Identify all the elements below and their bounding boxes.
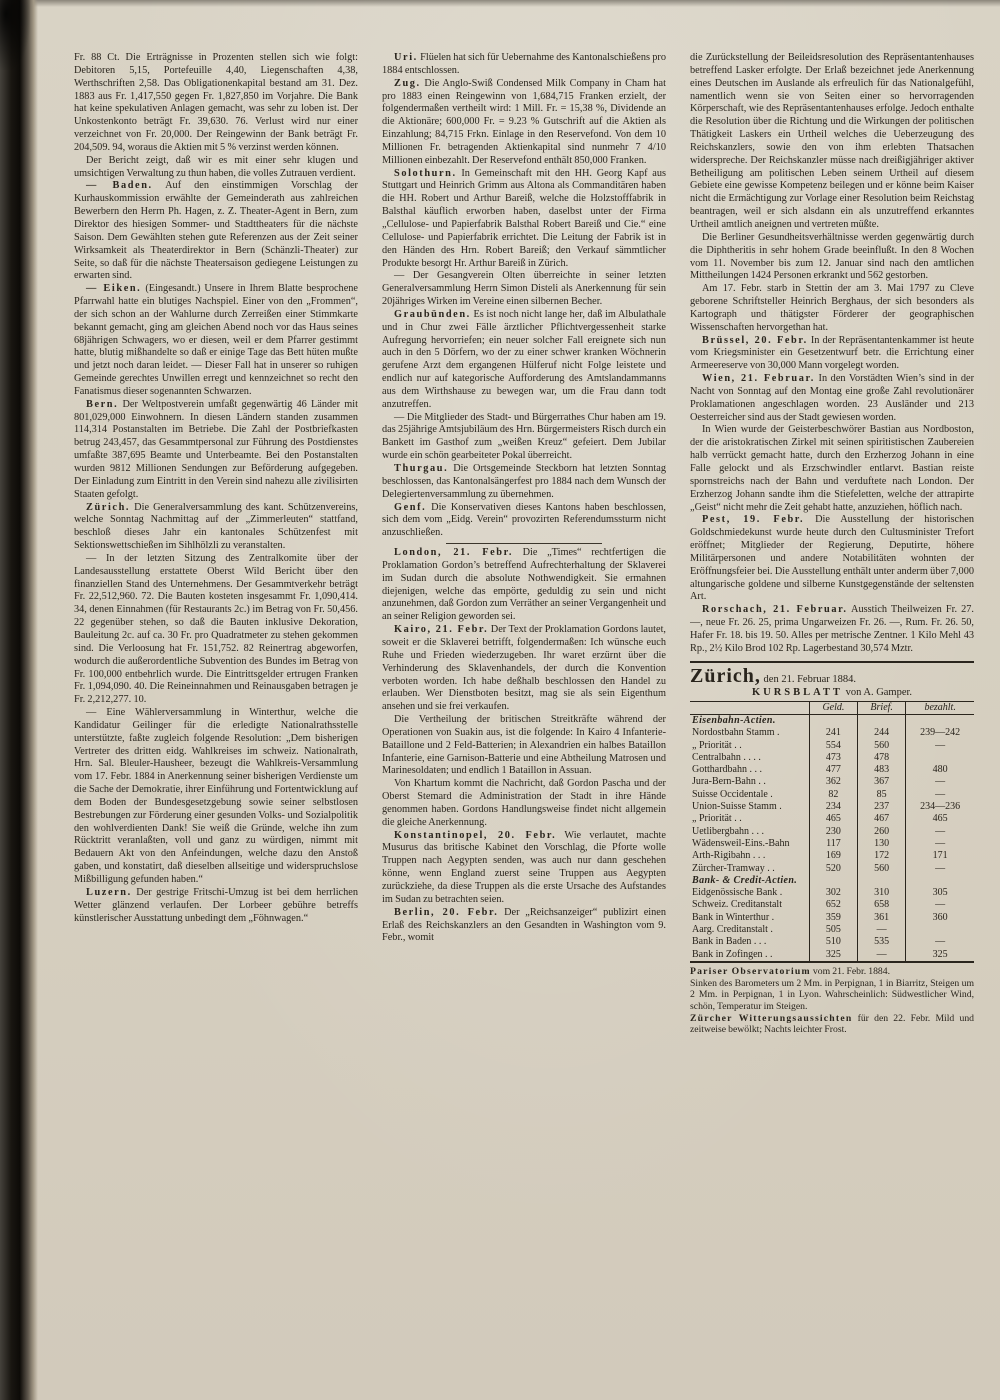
geld-value: 234 xyxy=(809,801,857,813)
geld-value: 505 xyxy=(809,924,857,936)
kursblatt-section xyxy=(690,661,974,1036)
kursblatt-title-line xyxy=(690,687,974,698)
kursblatt-row xyxy=(690,764,974,776)
kursblatt-row xyxy=(690,924,974,936)
kursblatt-table-body xyxy=(690,714,974,961)
article-paragraph: — Der Gesangverein Olten überreichte in seiner letzten Generalversammlung Herrn Simon Disteli als Anerkennung für sein 20jähriges Wirken im Vereine einen silbernen Becher. xyxy=(382,270,666,308)
geld-value: 520 xyxy=(809,863,857,875)
kursblatt-title: KURSBLATT xyxy=(751,686,843,698)
geld-value: 117 xyxy=(809,838,857,850)
witterung-body: Mild und zeitweise bewölkt; Nachts leichter Frost. xyxy=(690,1012,974,1036)
geld-value: 477 xyxy=(809,764,857,776)
security-name: Wädensweil-Eins.-Bahn xyxy=(692,837,790,849)
article-paragraph: Zürich. Die Generalversammlung des kant. Schützenvereins, welche Sonntag Nachmittag auf der „Zimmerleuten“ stattfand, beschloß dieses Jahr ein kantonales Schützenfest mit Sektionswettschießen im Sihlhölzli zu veranstalten. xyxy=(74,501,358,552)
security-name: Schweiz. Creditanstalt xyxy=(692,899,782,911)
article-lead: Brüssel, 20. Febr. xyxy=(702,334,808,346)
brief-value: 483 xyxy=(858,764,906,776)
geld-value: 82 xyxy=(809,789,857,801)
observatorium-body: Sinken des Barometers um 2 Mm. in Perpignan, 1 in Biarritz, Steigen um 2 Mm. in Perpignan, 1 in Lyon. Wahrscheinlich: Südwestlicher Wind, schön, Temperatur im Steigen. xyxy=(690,977,974,1012)
kursblatt-row xyxy=(690,899,974,911)
bezahlt-value: — xyxy=(906,826,974,838)
brief-value: 658 xyxy=(858,899,906,911)
security-name: Bank in Winterthur . xyxy=(692,911,775,923)
article-paragraph: Am 17. Febr. starb in Stettin der am 3. Mai 1797 zu Cleve geborene Schriftsteller Heinrich Berghaus, der sich besonders als Kartograph und thätigster Förderer der geographischen Wissenschaften hervorgethan hat. xyxy=(690,283,974,333)
col-header-brief: Brief. xyxy=(858,701,906,714)
kursblatt-section-row xyxy=(690,875,974,887)
brief-value: 535 xyxy=(858,936,906,948)
bezahlt-value: — xyxy=(906,899,974,911)
scan-left-edge xyxy=(0,0,38,1400)
security-name: Centralbahn . . . . xyxy=(692,751,761,763)
security-name: Suisse Occidentale . xyxy=(692,788,773,800)
security-name: Zürcher-Tramway . . xyxy=(692,862,775,874)
kursblatt-city: Zürich, xyxy=(690,664,761,687)
security-name: Bank in Zofingen . . xyxy=(692,948,773,960)
bezahlt-value: 465 xyxy=(906,813,974,825)
kursblatt-row xyxy=(690,838,974,850)
kursblatt-author: von A. Gamper. xyxy=(842,686,913,698)
kursblatt-row xyxy=(690,752,974,764)
newspaper-column-2 xyxy=(382,52,666,1370)
article-paragraph: Uri. Flüelen hat sich für Uebernahme des Kantonalschießens pro 1884 entschlossen. xyxy=(382,52,666,76)
article-paragraph: Die Vertheilung der britischen Streitkräfte während der Operationen von Suakin aus, ist die folgende: In Kairo 4 Infanterie-Bataillone und 2 Feld-Batterien; in Alexandrien ein halbes Bataillon Infanterie, eine Garnison-Batterie und eine Abtheilung Matrosen und Marinesoldaten; und endlich 1 Bataillon in Assuan. xyxy=(382,714,666,777)
kursblatt-row xyxy=(690,936,974,948)
geld-value: 325 xyxy=(809,949,857,962)
bezahlt-value: — xyxy=(906,863,974,875)
article-paragraph: Der Bericht zeigt, daß wir es mit einer sehr klugen und umsichtigen Verwaltung zu thun haben, die volles Zutrauen verdient. xyxy=(74,154,358,179)
article-paragraph: Pest, 19. Febr. Die Ausstellung der historischen Goldschmiedekunst wurde heute durch den Cultusminister Trefort eröffnet; Mitglieder der Regierung, Deputirte, höhere Militärpersonen und andere Notabilitäten wohnten der Eröffnungsfeier bei. Die Ausstellung enthält unter anderm über 7,000 altungarische goldene und silberne Kunstgegenstände der seltensten Art. xyxy=(690,514,974,603)
article-paragraph: — Eine Wählerversammlung in Winterthur, welche die Kandidatur Geilinger für die erledigte Nationalrathsstelle unterstützte, faßte zugleich folgende Resolution: „Dem bisherigen Vertreter des dritten eidg. Wahlkreises im schweiz. Nationalrath, Hrn. Sal. Bleuler-Hausheer, bezeugt die Wahlkreis-Versammlung vom 17. Febr. 1884 in Anerkennung seiner bisherigen Verdienste um die Sache der Demokratie, ihrer Einführung und Fortentwicklung auf dem Boden der Bundesgesetzgebung sowie seiner selbstlosen Bestrebungen zur Förderung einer gesunden Volks- und Sozialpolitik den wohlverdienten Dank! Sie weiß die Gründe, welche ihn zum Rücktritt veranlaßten, voll und ganz zu würdigen, nimmt mit Bedauern Akt von den Anfeindungen, welche dazu den Anstoß gaben, und konstatirt, daß dieselben allseitige und widerspruchslose Mißbilligung gefunden haben.“ xyxy=(74,707,358,885)
brief-value: 130 xyxy=(858,838,906,850)
col-header-name xyxy=(690,701,809,714)
column-3-articles xyxy=(690,52,974,656)
security-name: Nordostbahn Stamm . xyxy=(692,727,780,739)
article-lead: — Eiken. xyxy=(86,283,142,295)
bezahlt-value: — xyxy=(906,740,974,752)
article-paragraph: die Zurückstellung der Beileidsresolution des Repräsentantenhauses betreffend Lasker erfolgte. Der Erlaß bezeichnet jede Anerkennung eines Deutschen im Auslande als erfreulich für das Nationalgefühl, namentlich wenn sie von Seiten einer so hervorragenden Körperschaft, wie des Repräsentantenhauses erfolge. Jedoch enthalte die Resolution über die Richtung und die Wirkungen der politischen Thätigkeit Laskers ein Urtheil welches die Ueberzeugung des Reichskanzlers, sowie den von ihm erlebten Thatsachen widerspreche. Der Reichskanzler müsse nach dreißigjähriger aktiver Betheiligung am politischen Leben seinem Urtheil auf diesem Gebiete eine gewisse Kompetenz beilegen und er könne beim Kaiser nicht die Ermächtigung zur Vorlage einer Resolution beim Reichstag beantragen, weil er sich alsdann ein als unzutreffend erkanntes Urtheil amtlich aneignen und vertreten müßte. xyxy=(690,52,974,230)
article-lead: Bern. xyxy=(86,398,119,410)
article-paragraph: Kairo, 21. Febr. Der Text der Proklamation Gordons lautet, soweit er die Sklaverei betrifft, folgendermaßen: Ich wünsche euch Ruhe und Frieden wiederzugeben. Ihr waret erzürnt über die Verhinderung des Sklavenhandels, der durch die Konvention verboten worden. Ich habe deßhalb beschlossen den Handel zu erlauben. Wer Dienstboten besitzt, mag sie als sein Eigenthum ansehen und sie frei verkaufen. xyxy=(382,624,666,713)
kursblatt-row xyxy=(690,727,974,739)
kursblatt-empty-cell xyxy=(858,875,906,887)
geld-value: 241 xyxy=(809,727,857,739)
article-paragraph: Die Berliner Gesundheitsverhältnisse werden gegenwärtig durch die Diphtheritis in sehr hohem Grade beeinflußt. In den 8 Wochen vom 11. November bis zum 12. Januar sind nach den amtlichen Mittheilungen 1424 Personen erkrankt und 562 gestorben. xyxy=(690,231,974,282)
bezahlt-value: 305 xyxy=(906,887,974,899)
article-lead: London, 21. Febr. xyxy=(394,547,513,559)
article-paragraph: Wien, 21. Februar. In den Vorstädten Wien’s sind in der Nacht von Sonntag auf den Montag eine große Zahl revolutionärer Proklamationen angeschlagen worden. 23 Ausländer und 213 Oesterreicher sind aus der Stadt gewiesen worden. xyxy=(690,373,974,423)
article-lead: Graubünden. xyxy=(394,308,471,320)
article-paragraph: In Wien wurde der Geisterbeschwörer Bastian aus Nordboston, der die aristokratischen Zirkel mit seinen spiritistischen Zaubereien halb verrückt gemacht hatte, durch den Erzherzog Johann in eine Falle gelockt und als Erzschwindler entlarvt. Bastian reiste spornstreichs nach der Bahn und verduftete nach London. Der Erzherzog Johann sandte ihm die Stiefeletten, welche der attrapirte „Geist“ nicht mehr die Zeit gehabt hatte, anzuziehen, höflich nach. xyxy=(690,424,974,513)
geld-value: 230 xyxy=(809,826,857,838)
article-paragraph: Brüssel, 20. Febr. In der Repräsentantenkammer ist heute vom Kriegsminister ein Gesetzentwurf betr. die Errichtung einer Armeereserve von 30,000 Mann vorgelegt worden. xyxy=(690,334,974,372)
article-lead: Zug. xyxy=(394,77,421,89)
bezahlt-value: 360 xyxy=(906,912,974,924)
article-paragraph: Luzern. Der gestrige Fritschi-Umzug ist bei dem herrlichen Wetter glänzend verlaufen. Der Lorbeer gebühre betreffs künstlerischer Ausstattung unbedingt dem „Föhnwagen.“ xyxy=(74,886,358,924)
brief-value: 478 xyxy=(858,752,906,764)
witterung-note xyxy=(690,1013,974,1036)
security-name: Eidgenössische Bank . xyxy=(692,887,783,899)
article-lead: — Baden. xyxy=(86,180,153,192)
brief-value: 237 xyxy=(858,801,906,813)
col-header-geld: Geld. xyxy=(809,701,857,714)
brief-value: 361 xyxy=(858,912,906,924)
kursblatt-row xyxy=(690,850,974,862)
kursblatt-empty-cell xyxy=(809,875,857,887)
kursblatt-row xyxy=(690,776,974,788)
geld-value: 359 xyxy=(809,912,857,924)
article-paragraph: Zug. Die Anglo-Swiß Condensed Milk Company in Cham hat pro 1883 einen Reingewinn von 1,684,715 Franken erzielt, der folgendermaßen vertheilt wird: 1 Mill. Fr. = 15,38 %, Dividende an die Aktionäre; 600,000 Fr. = 9.23 % Gutschrift auf die Aktien als Einzahlung; 84,715 Frkn. Einlage in den Reservefond. Von dem 10 Millionen Fr. betragenden Aktienkapital sind nunmehr 7 4/10 Millionen einbezahlt. Der Reservefond enthält 850,000 Franken. xyxy=(382,77,666,166)
kursblatt-section-label: Bank- & Credit-Actien. xyxy=(692,874,798,886)
witterung-date: für den 22. Febr. xyxy=(852,1012,931,1024)
article-paragraph: — Baden. Auf den einstimmigen Vorschlag der Kurhauskommission erwählte der Gemeinderath aus zahlreichen Bewerbern den Herrn Ph. Hagen, z. Z. Theater-Agent in Bern, zum Direktor des hiesigen Sommer- und Stadttheaters für die nächste Saison. Dem Gewählten stehen gute Referenzen aus der Zeit seiner Wirksamkeit als Theaterdirektor in Bern (Schänzli-Theater) zur Seite, so daß für die nächste Theatersaison gediegene Leistungen zu erwarten sind. xyxy=(74,180,358,282)
article-paragraph: — Eiken. (Eingesandt.) Unsere in Ihrem Blatte besprochene Pfarrwahl hatte ein blutiges Nachspiel. Einer von den „Frommen“, der sich schon an der Wahlurne durch Zerreißen einer Stimmkarte bekannt gemacht, ging am gleichen Abend noch vor das Haus seines 68jährigen Schwagers, wo er diesen, weil er dem Pfarrer gestimmt hatte, blutig mißhandelte so daß er einige Tage das Bett hüten mußte und jetzt noch daran leidet. — Dieser Fall hat in unserer so ruhigen Gemeinde gerechtes Unwillen erregt und kennzeichnet so recht den Fanatismus dieser sogenannten Schwarzen. xyxy=(74,283,358,397)
bezahlt-value: 171 xyxy=(906,850,974,862)
security-name: Gotthardbahn . . . xyxy=(692,764,762,776)
article-paragraph: Thurgau. Die Ortsgemeinde Steckborn hat letzten Sonntag beschlossen, das Kantonalsängerfest pro 1884 nach dem Wunsch der Delegiertenversammlung zu übernehmen. xyxy=(382,463,666,500)
article-paragraph: Genf. Die Konservativen dieses Kantons haben beschlossen, sich dem vom „Eidg. Verein“ provozirten Referendumssturm nicht anzuschließen. xyxy=(382,501,666,539)
weather-notes xyxy=(690,962,974,1036)
article-paragraph: Bern. Der Weltpostverein umfaßt gegenwärtig 46 Länder mit 801,029,000 Einwohnern. In diesen Ländern standen zusammen 114,314 Postanstalten im Betriebe. Die Zahl der Postbriefkasten betrug 243,457, das Gesammtpersonal zur Führung des Postdienstes umfaßte 387,695 Beamte und Unterbeamte. Bei den Postanstalten wurden 9812 Millionen Sendungen zur Beförderung aufgegeben. Der Einladung zum Eintritt in den Verein sind nahezu alle zivilisirten Staaten gefolgt. xyxy=(74,398,358,500)
article-lead: Rorschach, 21. Februar. xyxy=(702,604,848,616)
observatorium-lead: Pariser Observatorium xyxy=(690,965,811,977)
bezahlt-value xyxy=(906,752,974,764)
article-lead: Thurgau. xyxy=(394,463,449,474)
observatorium-note xyxy=(690,966,974,978)
article-paragraph: Fr. 88 Ct. Die Erträgnisse in Prozenten stellen sich wie folgt: Debitoren 5,15, Portefeuille 4,40, Liegenschaften 4,38, Werthschriften 2,58. Das Obligationenkapital bestand am 31. Dez. 1883 aus Fr. 1,417,550 gegen Fr. 1,827,850 im Vorjahre. Die Bank hat keine spekulativen Anlagen gemacht, was sehr zu loben ist. Der Unkostenkonto beträgt Fr. 39,630. 76. Verlust wird nur einer verzeichnet von Fr. 20,000. Der Reingewinn der Bank beträgt Fr. 204,509. 94, woraus die Aktien mit 5 % verzinst werden können. xyxy=(74,52,358,153)
kursblatt-section-row xyxy=(690,714,974,727)
security-name: Arth-Rigibahn . . . xyxy=(692,850,766,862)
brief-value: 172 xyxy=(858,850,906,862)
article-lead: Wien, 21. Februar. xyxy=(702,373,815,385)
bezahlt-value xyxy=(906,924,974,936)
geld-value: 465 xyxy=(809,813,857,825)
kursblatt-header-row xyxy=(690,701,974,714)
geld-value: 302 xyxy=(809,887,857,899)
geld-value: 554 xyxy=(809,740,857,752)
bezahlt-value: — xyxy=(906,838,974,850)
bezahlt-value: 480 xyxy=(906,764,974,776)
brief-value: — xyxy=(858,949,906,962)
brief-value: 244 xyxy=(858,727,906,739)
bezahlt-value: 234—236 xyxy=(906,801,974,813)
col-header-bezahlt: bezahlt. xyxy=(906,701,974,714)
article-lead: Zürich. xyxy=(86,501,131,513)
brief-value: 560 xyxy=(858,863,906,875)
brief-value: 310 xyxy=(858,887,906,899)
section-divider-rule xyxy=(446,543,602,544)
newspaper-column-3 xyxy=(690,52,974,1370)
kursblatt-table xyxy=(690,701,974,962)
geld-value: 510 xyxy=(809,936,857,948)
security-name: „ Priorität . . xyxy=(692,739,742,751)
brief-value: 260 xyxy=(858,826,906,838)
kursblatt-empty-cell xyxy=(906,714,974,727)
bezahlt-value: — xyxy=(906,789,974,801)
column-layout xyxy=(74,52,974,1370)
article-paragraph: Solothurn. In Gemeinschaft mit den HH. Georg Kapf aus Stuttgart und Heinrich Grimm aus Altona als Commanditären haben die HH. Robert und Arthur Bareiß, welche die Holzstofffabrik in Balsthal käuflich erworben haben, daselbst unter der Firma „Cellulose- und Papierfabrik Balsthal Robert Bareiß und Cie.“ eine Cellulose- und Papierfabrik errichtet. Die Leitung der Fabrik ist in den Händen des Hrn. Robert Bareiß; den Verkauf sämmtlicher Produkte besorgt Hr. Arthur Bareiß in Zürich. xyxy=(382,167,666,269)
article-lead: Pest, 19. Febr. xyxy=(702,514,805,526)
article-paragraph: — Die Mitglieder des Stadt- und Bürgerrathes Chur haben am 19. das 25jährige Amtsjubiläum des Hrn. Bürgermeisters Risch durch ein Bankett im Gasthof zum „weißen Kreuz“ gefeiert. Dem Jubilar wurde ein schön gearbeiteter Pokal überreicht. xyxy=(382,411,666,462)
article-lead: Konstantinopel, 20. Febr. xyxy=(394,829,557,841)
kursblatt-row xyxy=(690,912,974,924)
brief-value: 85 xyxy=(858,789,906,801)
bezahlt-value: — xyxy=(906,936,974,948)
article-lead: Solothurn. xyxy=(394,167,457,179)
security-name: Bank in Baden . . . xyxy=(692,936,767,948)
kursblatt-row xyxy=(690,801,974,813)
kursblatt-dateline xyxy=(690,666,974,686)
brief-value: 560 xyxy=(858,740,906,752)
kursblatt-row xyxy=(690,826,974,838)
kursblatt-empty-cell xyxy=(858,714,906,727)
scan-top-edge xyxy=(0,0,1000,7)
article-lead: Uri. xyxy=(394,52,418,63)
article-lead: Berlin, 20. Febr. xyxy=(394,906,499,918)
security-name: Jura-Bern-Bahn . . xyxy=(692,776,766,788)
security-name: Aarg. Creditanstalt . xyxy=(692,924,773,935)
article-lead: Genf. xyxy=(394,501,427,513)
newspaper-column-1 xyxy=(74,52,358,1370)
article-paragraph: London, 21. Febr. Die „Times“ rechtfertigen die Proklamation Gordon’s betreffend Aufrechterhaltung der Sklaverei im Sudan durch die absolute Nothwendigkeit. Sie ermahnen diejenigen, welche das empörte, geduldig zu sein und nicht anzunehmen, daß Gordon zum Verräther an seiner Vergangenheit und an seiner Religion geworden sei. xyxy=(382,547,666,623)
article-paragraph: Berlin, 20. Febr. Der „Reichsanzeiger“ publizirt einen Erlaß des Reichskanzlers an den Gesandten in Washington vom 9. Febr., womit xyxy=(382,906,666,944)
article-paragraph: Rorschach, 21. Februar. Ausstich Theilweizen Fr. 27. —, neue Fr. 26. 25, prima Ungarweizen Fr. 26. —, Rum. Fr. 26. 50, Hafer Fr. 18. bis 19. 50. Alles per metrische Zentner. 1 Kilo Mehl 43 Rp., 2½ Kilo Brod 102 Rp. Lagerbestand 30,574 Mztr. xyxy=(690,604,974,654)
bezahlt-value: 325 xyxy=(906,949,974,962)
kursblatt-row xyxy=(690,813,974,825)
article-paragraph: Von Khartum kommt die Nachricht, daß Gordon Pascha und der Oberst Stemard die Administration der Stadt in ihre Hände genommen haben. Gordons Handlungsweise findet nicht allgemein die gleiche Anerkennung. xyxy=(382,778,666,828)
brief-value: — xyxy=(858,924,906,936)
article-paragraph: — In der letzten Sitzung des Zentralkomite über der Landesausstellung erstattete Oberst Wild Bericht über den finanziellen Stand des Unternehmens. Der Gesammtverkehr beträgt Fr. 22,512,960. 72. Die Bauten kosteten insgesammt Fr. 1,090,414. 34, denen Einnahmen (für Restaurants 2c.) im Betrag von Fr. 50,456. 22 gegenüber stehen, so daß die Bauten inklusive Dekoration, Bauleitung 2c. auf ca. 30 Fr. pro Quadratmeter zu stehen gekommen sind. Die Verloosung hat Fr. 151,752. 82 Reinertrag abgeworfen, wodurch die außerordentliche Subvention des Bundes im Betrag von Fr. 100,000 entbehrlich wurde. Die Eintrittsgelder ertrugen Franken Fr. 1,094,090. 40. Die Reineinnahmen und Reinausgaben betragen je Fr. 2,212,277. 10. xyxy=(74,552,358,706)
kursblatt-empty-cell xyxy=(809,714,857,727)
article-lead: Luzern. xyxy=(86,886,132,898)
bezahlt-value: 239—242 xyxy=(906,727,974,739)
security-name: Uetlibergbahn . . . xyxy=(692,825,765,837)
brief-value: 367 xyxy=(858,776,906,788)
geld-value: 473 xyxy=(809,752,857,764)
security-name: Union-Suisse Stamm . xyxy=(692,801,782,813)
security-name: „ Priorität . . xyxy=(692,813,742,825)
kursblatt-empty-cell xyxy=(906,875,974,887)
kursblatt-row xyxy=(690,949,974,962)
kursblatt-row xyxy=(690,789,974,801)
kursblatt-row xyxy=(690,740,974,752)
article-paragraph: Graubünden. Es ist noch nicht lange her, daß im Albulathale und in Chur zwei Fälle ärztlicher Pflichtvergessenheit starke Aufregung hervorriefen; ein neuer solcher Fall ereignete sich nun auch in den 5 Dörfern, wo der zu einer schwer kranken Wöchnerin gerufene Arzt dem ergangenen Hülferuf nicht Folge leistete und endlich nur auf kategorische Aufforderung des Amtslandammanns aus dem Wirthshause zu bewegen war, um die Frau dann todt anzutreffen. xyxy=(382,308,666,410)
observatorium-date: vom 21. Febr. 1884. xyxy=(810,965,891,977)
bezahlt-value: — xyxy=(906,776,974,788)
article-paragraph: Konstantinopel, 20. Febr. Wie verlautet, machte Musurus das britische Kabinet den Vorschlag, die Pforte wolle Truppen nach Aegypten senden, was auch nur dann geschehen könne, wenn England zuerst seine Truppen aus Aegypten zurückziehe, da diese Truppen als die erste Ursache des Aufstandes im Sudan zu betrachten seien. xyxy=(382,829,666,905)
kursblatt-row xyxy=(690,887,974,899)
article-lead: Kairo, 21. Febr. xyxy=(394,624,489,636)
geld-value: 169 xyxy=(809,850,857,862)
kursblatt-date: den 21. Februar 1884. xyxy=(760,673,856,685)
geld-value: 362 xyxy=(809,776,857,788)
kursblatt-section-label: Eisenbahn-Actien. xyxy=(692,714,776,726)
geld-value: 652 xyxy=(809,899,857,911)
brief-value: 467 xyxy=(858,813,906,825)
kursblatt-row xyxy=(690,863,974,875)
witterung-lead: Zürcher Witterungsaussichten xyxy=(690,1012,853,1024)
